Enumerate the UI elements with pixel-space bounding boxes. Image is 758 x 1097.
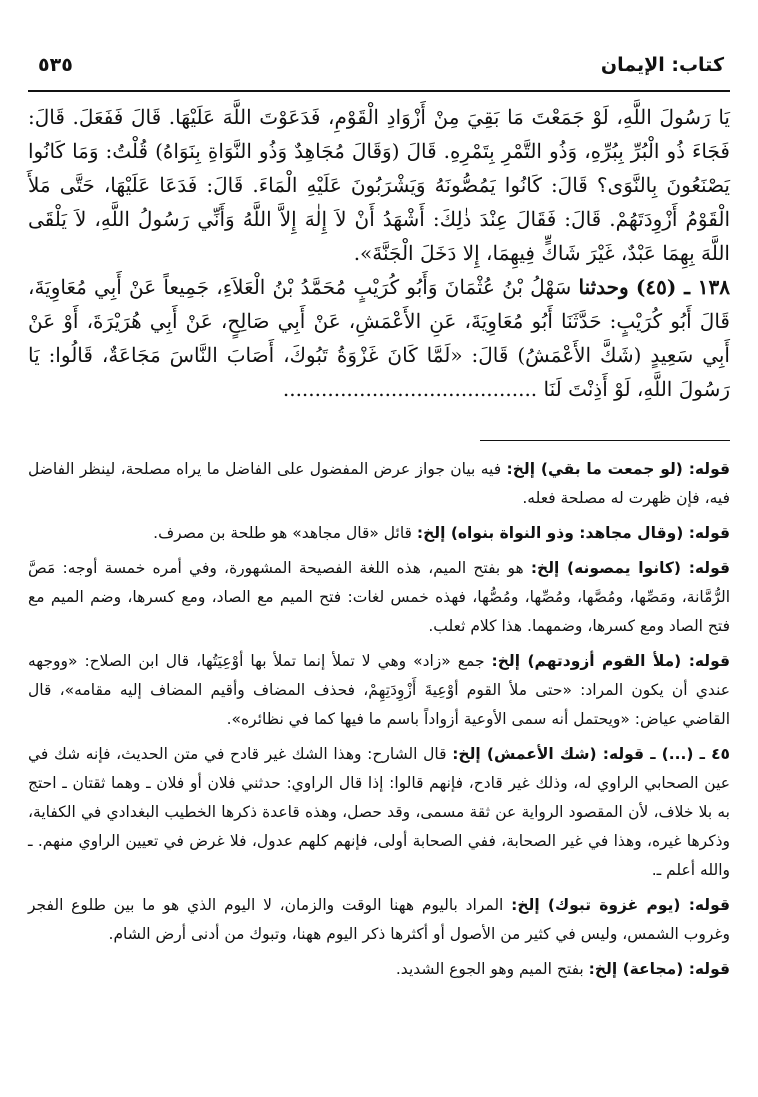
- hadith-continuation: يَا رَسُولَ اللَّهِ، لَوْ جَمَعْتَ مَا بَقِيَ مِنْ أَزْوَادِ الْقَوْمِ، فَدَعَوْتَ اللَّهَ عَلَيْهَا. قَالَ فَفَعَلَ. قَالَ: فَجَاءَ ذُو الْبُرِّ بِبُرِّهِ، وَذُو التَّمْرِ بِتَمْرِهِ. قَالَ (وَقَالَ مُجَاهِدٌ وَذُو النَّوَاةِ بِنَوَاهُ) قُلْتُ: وَمَا كَانُوا يَصْنَعُونَ بِالنَّوَى؟ قَالَ: كَانُوا يَمُصُّونَهُ وَيَشْرَبُونَ عَلَيْهِ الْمَاءَ. قَالَ: فَدَعَا عَلَيْهَا، حَتَّى مَلأَ الْقَوْمُ أَزْوِدَتَهُمْ. قَالَ: فَقَالَ عِنْدَ ذٰلِكَ: أَشْهَدُ أَنْ لاَ إِلٰهَ إِلاَّ اللَّهُ وَأَنِّي رَسُولُ اللَّهِ، لاَ يَلْقَى اللَّهَ بِهِمَا عَبْدٌ، غَيْرَ شَاكٍّ فِيهِمَا، إِلا دَخَلَ الْجَنَّةَ».: [28, 105, 730, 265]
- note-3: [28, 554, 730, 641]
- hadith-text-block: [28, 100, 730, 406]
- note-2: [28, 519, 730, 548]
- note-text: جمع «زاد» وهي لا تملأ إنما تملأ بها أوْعِيَتُها، قال ابن الصلاح: «ووجهه عندي أن يكون المراد: «حتى ملأ القوم أوْعِيةَ أَزْوِدَتِهِمْ، فحذف المضاف وأقيم المضاف إليه مقامه»، قال القاضي عياض: «ويحتمل أنه سمى الأوعية أزواداً باسم ما فيها كما في نظائره».: [28, 652, 730, 728]
- note-1: [28, 455, 730, 513]
- note-text: هو بفتح الميم، هذه اللغة الفصيحة المشهورة، وفي أمره خمسة أوجه: مَصَّ الرُّمَّانة، ومَصِّها، ومُصَّها، ومُصِّها، ومُصُّها، فهذه خمس لغات: فتح الميم مع الصاد، ومع كسرها، وضم الميم مع فتح الصاد ومع كسرها، وضمهما. هذا كلام ثعلب.: [28, 559, 730, 635]
- document-page: [28, 44, 730, 990]
- page-number: ٥٣٥: [38, 54, 73, 76]
- footnote-separator: [480, 440, 730, 441]
- book-title: كتاب: الإيمان: [600, 54, 724, 76]
- commentary-notes: [28, 455, 730, 984]
- continuation-dots: ........................................: [282, 377, 538, 401]
- note-text: قال الشارح: وهذا الشك غير قادح في متن الحديث، فإنه شك في عين الصحابي الراوي له، وذلك غير قادح، فإنهم قالوا: إذا قال الراوي: حدثني فلان أو فلان ـ وهما ثقتان ـ احتج به بلا خلاف، لأن المقصود الرواية عن ثقة مسمى، وقد حصل، وهذه قاعدة ذكرها الخطيب البغدادي في الكفاية، وذكرها غيره، وهذا في غير الصحابة، ففي الصحابة أولى، فإنهم كلهم عدول، فلا غرض في تعيين الراوي منهم. ـ والله أعلم ـ.: [28, 745, 730, 879]
- hadith-number: ١٣٨ ـ (٤٥): [635, 275, 731, 299]
- note-lemma: قوله: (مجاعة) إلخ:: [588, 960, 730, 978]
- note-lemma: قوله: (كانوا يمصونه) إلخ:: [530, 559, 730, 577]
- note-text: قائل «قال مجاهد» هو طلحة بن مصرف.: [153, 524, 412, 542]
- hadith-body: سَهْلُ بْنُ عُثْمَانَ وَأَبُو كُرَيْبٍ مُحَمَّدُ بْنُ الْعَلاَءِ، جَمِيعاً عَنْ أَبِي مُعَاوِيَةَ، قَالَ أَبُو كُرَيْبٍ: حَدَّثَنَا أَبُو مُعَاوِيَةَ، عَنِ الأَعْمَشِ، عَنْ أَبِي صَالِحٍ، عَنْ أَبِي هُرَيْرَةَ، أَوْ عَنْ أَبِي سَعِيدٍ (شَكَّ الأَعْمَشُ) قَالَ: «لَمَّا كَانَ غَزْوَةُ تَبُوكَ، أَصَابَ النَّاسَ مَجَاعَةٌ، قَالُوا: يَا رَسُولَ اللَّهِ، لَوْ أَذِنْتَ لَنَا: [28, 275, 730, 401]
- note-text: فيه بيان جواز عرض المفضول على الفاضل ما يراه مصلحة، لينظر الفاضل فيه، فإن ظهرت له مصلحة فعله.: [28, 460, 730, 507]
- page-header: [28, 44, 730, 92]
- note-text: بفتح الميم وهو الجوع الشديد.: [395, 960, 584, 978]
- note-lemma: ٤٥ ـ (...) ـ قوله: (شك الأعمش) إلخ:: [452, 745, 730, 763]
- note-6: [28, 891, 730, 949]
- note-text: المراد باليوم ههنا الوقت والزمان، لا اليوم الذي هو ما بين طلوع الفجر وغروب الشمس، وليس في كثير من الأصول أو أكثرها ذكر اليوم ههنا، وتبوك من أدنى أرض الشام.: [28, 896, 730, 943]
- hadith-intro: وحدثنا: [578, 275, 629, 299]
- note-4: [28, 647, 730, 734]
- note-7: [28, 955, 730, 984]
- note-5: [28, 740, 730, 885]
- hadith-138: [28, 270, 730, 406]
- note-lemma: قوله: (ملأ القوم أزودتهم) إلخ:: [491, 652, 730, 670]
- note-lemma: قوله: (لو جمعت ما بقي) إلخ:: [506, 460, 730, 478]
- note-lemma: قوله: (وقال مجاهد: وذو النواة بنواه) إلخ:: [416, 524, 730, 542]
- note-lemma: قوله: (يوم غزوة تبوك) إلخ:: [511, 896, 730, 914]
